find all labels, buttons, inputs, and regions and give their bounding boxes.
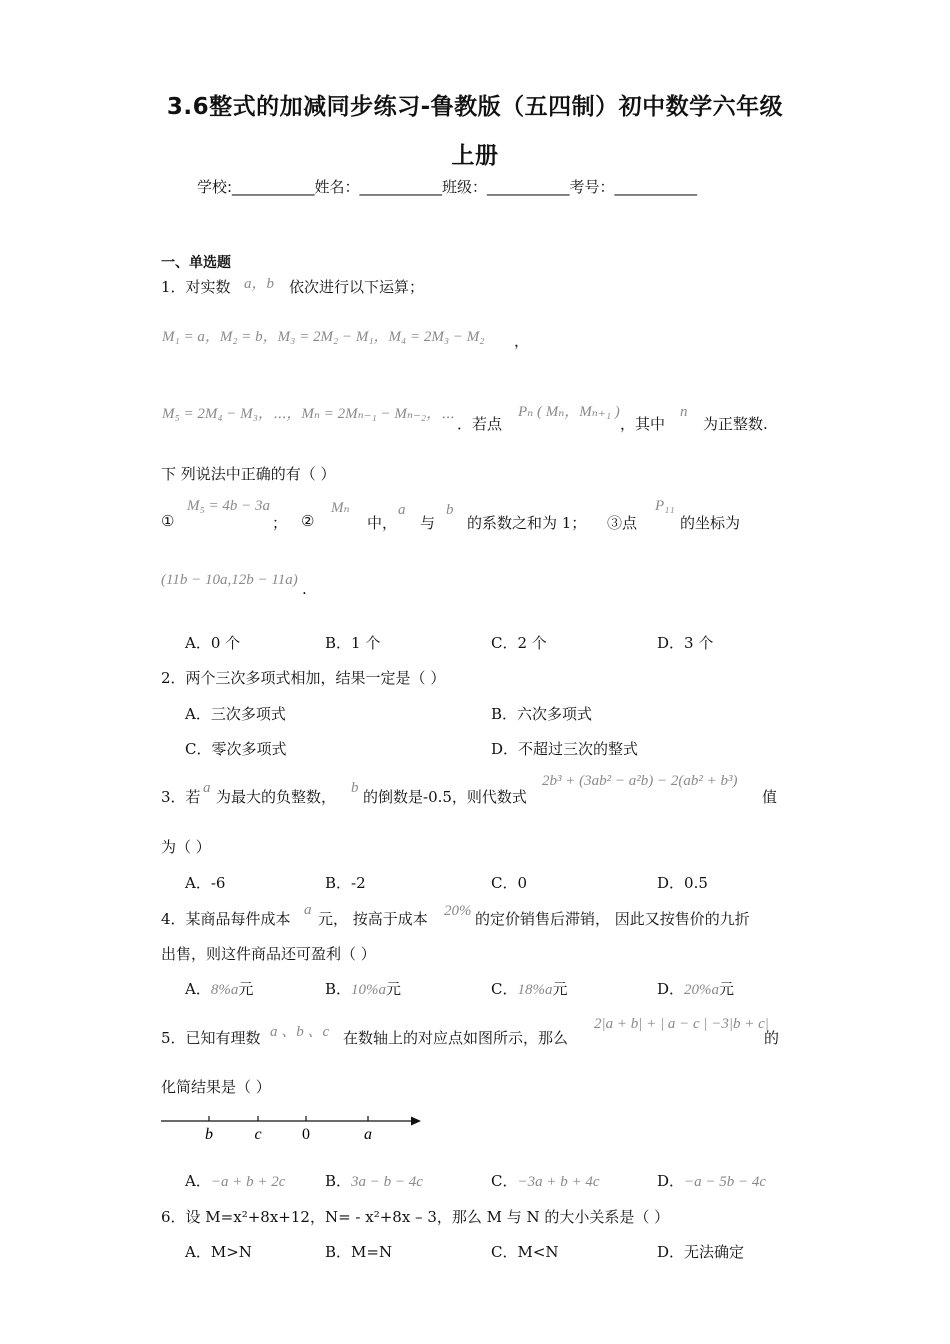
q4-p1: 4．某商品每件成本 [161,910,291,928]
q4-p3: 的定价销售后滞销， 因此又按售价的九折 [475,910,750,928]
q4-option-a [185,978,253,999]
q5-line2: 化简结果是（ ） [161,1078,271,1096]
q1-s2-mid: 中， [367,514,398,532]
q1-s2-a: a [398,502,406,518]
q1-s1-formula: M₅ = 4b − 3a [187,498,270,514]
q3-expr: 2b³ + (3ab² − a²b) − 2(ab² + b³) [542,773,738,789]
q3-option-d: D．0.5 [657,874,708,892]
q1-text-where: ，其中 [620,415,666,433]
q5-option-b [325,1170,423,1191]
page-title-line2: 上册 [451,143,499,169]
q6-option-c: C．M<N [491,1243,559,1261]
q5-p3: 的 [764,1029,780,1047]
q3-p4: 值 [762,788,778,806]
q5-option-d-expr: −a − 5b − 4c [684,1174,767,1190]
q4-option-d-unit: 元 [719,980,735,998]
q4-option-c-expr: 18%a [517,982,553,998]
q2-option-d: D．不超过三次的整式 [491,740,639,758]
q6-option-a: A．M>N [185,1243,252,1261]
section-heading: 一、单选题 [161,255,231,271]
q1-option-c: C．2 个 [491,634,547,652]
q4-option-a-label: A． [185,980,211,998]
q5-option-b-expr: 3a − b − 4c [351,1174,423,1190]
q6-question: 6．设 M=x²+8x+12，N= - x²+8x – 3，那么 M 与 N 的大小关系是（ ） [161,1208,670,1226]
q3-b: b [351,780,359,796]
q3-option-c: C．0 [491,874,528,892]
q4-line2: 出售，则这件商品还可盈利（ ） [161,945,376,963]
q4-option-d-label: D． [657,980,685,998]
q4-option-d [657,978,734,999]
q4-pct: 20% [444,903,472,919]
q5-option-d-label: D． [657,1172,685,1190]
q4-option-a-unit: 元 [238,980,254,998]
q5-p2: 在数轴上的对应点如图所示，那么 [343,1029,569,1047]
q4-option-c-label: C． [491,980,518,998]
q2-option-b: B．六次多项式 [491,705,593,723]
page-title: 3.6整式的加减同步练习-鲁教版（五四制）初中数学六年级 [166,94,784,120]
q1-s2-and: 与 [420,514,436,532]
q3-a: a [203,780,211,796]
q1-s3-p: P₁₁ [655,498,675,514]
q1-s3-dot: . [302,580,307,598]
q1-s2-end: 的系数之和为 1； [467,514,587,532]
q3-p2: 为最大的负整数， [216,788,337,806]
q3-line2: 为（ ） [161,838,211,856]
q4-option-c [491,978,568,999]
q1-intro-prefix: 1．对实数 [161,278,231,296]
q6-option-d: D．无法确定 [657,1243,745,1261]
q5-option-c-label: C． [491,1172,518,1190]
q2-question: 2．两个三次多项式相加，结果一定是（ ） [161,669,446,687]
q1-s1-end: ； [272,514,288,532]
number-line [155,1110,435,1146]
label-a: a [364,1126,372,1143]
q5-option-a-expr: −a + b + 2c [210,1174,286,1190]
q4-option-c-unit: 元 [552,980,568,998]
q5-option-a-label: A． [185,1172,211,1190]
q4-option-a-expr: 8%a [210,982,239,998]
number-line-arrow-icon [411,1117,421,1126]
q3-p3: 的倒数是-0.5，则代数式 [363,788,527,806]
q5-option-c-expr: −3a + b + 4c [517,1174,600,1190]
q5-option-c [491,1170,600,1191]
q5-option-d [657,1170,766,1191]
q4-option-b [325,978,401,999]
q1-intro-suffix: 依次进行以下运算； [289,278,425,296]
q1-s1-mark: ① [161,512,175,530]
q1-comma: ， [514,332,530,350]
q1-question: 下 列说法中正确的有（ ） [161,465,336,483]
q1-s2-b: b [446,502,454,518]
q1-s3-mark: ③点 [607,514,638,532]
q3-option-b: B．-2 [325,874,366,892]
label-0: 0 [302,1126,310,1143]
q5-vars: a 、b 、c [270,1024,330,1040]
q2-option-c: C．零次多项式 [185,740,287,758]
label-b: b [205,1126,213,1143]
q1-s2-mark: ② [301,512,315,530]
q5-p1: 5．已知有理数 [161,1029,261,1047]
q4-option-d-expr: 20%a [684,982,720,998]
q1-option-b: B．1 个 [325,634,381,652]
q1-vars: a，b [244,276,275,292]
q6-option-b: B．M=N [325,1243,393,1261]
q1-text-if-point: ．若点 [457,415,503,433]
q3-option-a: A．-6 [185,874,226,892]
q4-option-b-unit: 元 [386,980,402,998]
q3-p1: 3．若 [161,788,201,806]
q2-option-a: A．三次多项式 [185,705,286,723]
q5-expr: 2|a + b| + | a − c | −3|b + c| [594,1016,769,1032]
q1-point-formula: Pₙ ( Mₙ，Mₙ₊₁ ) [518,404,620,420]
q1-option-d: D．3 个 [657,634,714,652]
q1-s3-end: 的坐标为 [680,514,741,532]
q4-option-b-expr: 10%a [351,982,387,998]
q1-text-positive: 为正整数. [703,415,768,433]
q1-s3-coord: (11b − 10a,12b − 11a) [161,572,298,588]
q5-option-a [185,1170,285,1191]
q1-s2-m: Mₙ [331,500,350,516]
student-info-line: 学校:___________姓名：___________班级：___________考号：___________ [197,178,698,196]
q5-option-b-label: B． [325,1172,352,1190]
label-c: c [254,1126,262,1143]
q4-p2: 元， 按高于成本 [318,910,428,928]
q1-formula1: M₁ = a，M₂ = b，M₃ = 2M₂ − M₁，M₄ = 2M₃ − M₂ [162,329,485,345]
q1-option-a: A．0 个 [185,634,241,652]
q4-option-b-label: B． [325,980,352,998]
q4-a: a [304,902,312,918]
q1-formula2: M₅ = 2M₄ − M₃，⋯，Mₙ = 2Mₙ₋₁ − Mₙ₋₂，⋯ [162,406,455,422]
q1-n: n [680,404,688,420]
